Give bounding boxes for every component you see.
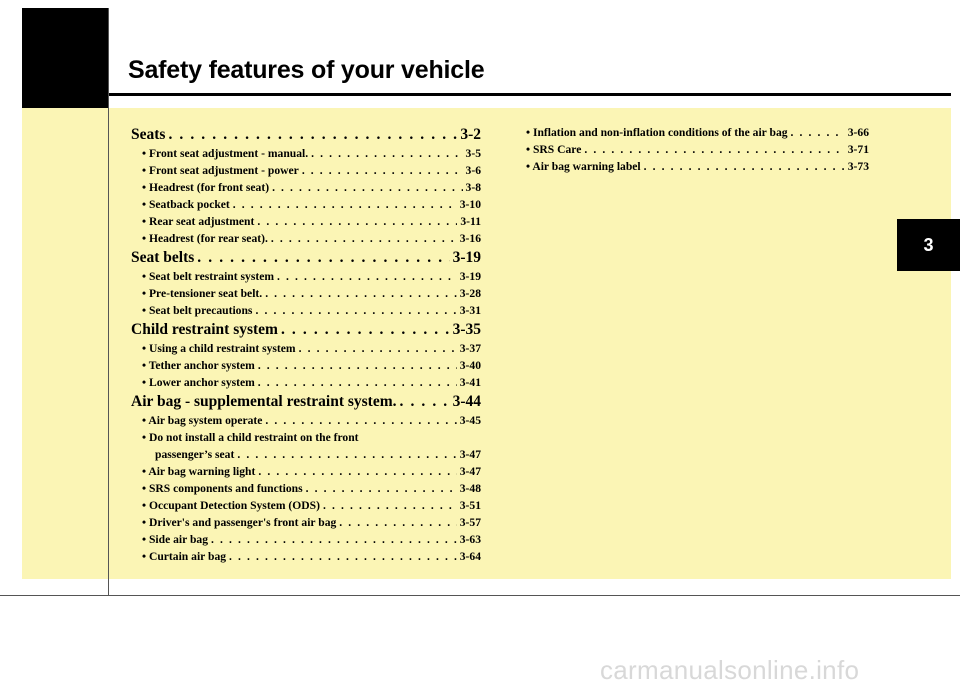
toc-leader-dots	[584, 141, 844, 158]
toc-label: • Using a child restraint system	[142, 342, 296, 355]
toc-entry[interactable]	[526, 124, 869, 141]
toc-entry[interactable]	[131, 497, 481, 514]
toc-entry[interactable]	[131, 412, 481, 429]
toc-label: • Front seat adjustment - power	[142, 164, 299, 177]
toc-page-number: 3-44	[452, 393, 481, 410]
toc-page-number: 3-73	[847, 160, 869, 173]
toc-page-number: 3-48	[459, 482, 481, 495]
bottom-rule	[0, 595, 960, 596]
toc-leader-dots	[211, 531, 457, 548]
toc-label: Child restraint system	[131, 321, 278, 338]
toc-leader-dots	[265, 285, 457, 302]
page-title: Safety features of your vehicle	[128, 56, 485, 84]
toc-label: • Seat belt restraint system	[142, 270, 274, 283]
toc-leader-dots	[257, 213, 457, 230]
toc-entry[interactable]	[131, 480, 481, 497]
toc-entry[interactable]	[131, 531, 481, 548]
toc-entry[interactable]	[131, 302, 481, 319]
toc-leader-dots	[311, 145, 462, 162]
toc-label: • Inflation and non-inflation conditions of the air bag	[526, 126, 788, 139]
toc-entry[interactable]	[131, 429, 481, 446]
toc-entry[interactable]	[526, 141, 869, 158]
toc-page-number: 3-47	[459, 448, 481, 461]
toc-page-number: 3-10	[459, 198, 481, 211]
toc-page-number: 3-5	[465, 147, 481, 160]
toc-leader-dots	[644, 158, 845, 175]
toc-page-number: 3-37	[459, 342, 481, 355]
toc-label: • Lower anchor system	[142, 376, 255, 389]
toc-page-number: 3-6	[465, 164, 481, 177]
toc-leader-dots	[400, 391, 450, 412]
toc-page-number: 3-45	[459, 414, 481, 427]
toc-page-number: 3-2	[460, 126, 481, 143]
toc-page-number: 3-19	[452, 249, 481, 266]
toc-entry[interactable]	[526, 158, 869, 175]
toc-leader-dots	[271, 230, 457, 247]
toc-entry[interactable]	[131, 268, 481, 285]
toc-label: • Pre-tensioner seat belt.	[142, 287, 263, 300]
toc-entry[interactable]	[131, 285, 481, 302]
toc-leader-dots	[258, 374, 457, 391]
toc-leader-dots	[168, 124, 457, 145]
toc-label: • SRS Care	[526, 143, 582, 156]
toc-leader-dots	[233, 196, 457, 213]
toc-page-number: 3-57	[459, 516, 481, 529]
toc-entry[interactable]	[131, 340, 481, 357]
toc-page-number: 3-63	[459, 533, 481, 546]
toc-leader-dots	[277, 268, 457, 285]
toc-leader-dots	[265, 412, 456, 429]
toc-entry[interactable]	[131, 179, 481, 196]
toc-leader-dots	[281, 319, 450, 340]
watermark: carmanualsonline.info	[600, 655, 860, 685]
toc-leader-dots	[255, 302, 456, 319]
toc-right-column	[526, 124, 869, 175]
toc-leader-dots	[237, 446, 456, 463]
toc-entry[interactable]	[131, 463, 481, 480]
toc-label: • Side air bag	[142, 533, 209, 546]
toc-leader-dots	[299, 340, 457, 357]
toc-label: • Occupant Detection System (ODS)	[142, 499, 320, 512]
toc-label: • Do not install a child restraint on the front	[142, 431, 359, 444]
toc-entry[interactable]	[131, 145, 481, 162]
toc-label: • Rear seat adjustment	[142, 215, 255, 228]
title-rule	[109, 93, 951, 96]
toc-entry[interactable]	[131, 213, 481, 230]
toc-entry[interactable]	[131, 374, 481, 391]
toc-page-number: 3-16	[459, 232, 481, 245]
toc-entry[interactable]	[131, 548, 481, 565]
toc-entry[interactable]	[131, 357, 481, 374]
toc-page-number: 3-66	[847, 126, 869, 139]
chapter-black-tab	[22, 8, 109, 108]
toc-leader-dots	[229, 548, 457, 565]
toc-label: Seat belts	[131, 249, 195, 266]
toc-entry[interactable]	[131, 514, 481, 531]
toc-page-number: 3-28	[459, 287, 481, 300]
toc-page-number: 3-11	[460, 215, 481, 228]
toc-leader-dots	[272, 179, 462, 196]
toc-page-number: 3-51	[459, 499, 481, 512]
toc-leader-dots	[791, 124, 845, 141]
toc-left-column	[131, 124, 481, 565]
toc-entry[interactable]	[131, 230, 481, 247]
toc-label: Seats	[131, 126, 166, 143]
toc-page-number: 3-31	[459, 304, 481, 317]
toc-label: • Driver's and passenger's front air bag	[142, 516, 337, 529]
toc-label: • SRS components and functions	[142, 482, 303, 495]
toc-page-number: 3-40	[459, 359, 481, 372]
toc-label: • Air bag warning label	[526, 160, 641, 173]
toc-leader-dots	[258, 463, 456, 480]
toc-label: • Seatback pocket	[142, 198, 230, 211]
margin-vertical-rule	[108, 8, 109, 596]
toc-label: passenger’s seat	[155, 448, 235, 461]
toc-entry[interactable]	[131, 162, 481, 179]
toc-label: Air bag - supplemental restraint system.	[131, 393, 397, 410]
toc-section[interactable]	[131, 319, 481, 340]
toc-leader-dots	[323, 497, 457, 514]
toc-label: • Front seat adjustment - manual.	[142, 147, 309, 160]
toc-leader-dots	[197, 247, 449, 268]
toc-label: • Headrest (for rear seat).	[142, 232, 268, 245]
toc-label: • Air bag system operate	[142, 414, 263, 427]
toc-label: • Air bag warning light	[142, 465, 256, 478]
toc-label: • Tether anchor system	[142, 359, 255, 372]
toc-label: • Headrest (for front seat)	[142, 181, 270, 194]
toc-label: • Curtain air bag	[142, 550, 227, 563]
toc-page-number: 3-8	[465, 181, 481, 194]
toc-leader-dots	[306, 480, 457, 497]
toc-label: • Seat belt precautions	[142, 304, 253, 317]
toc-leader-dots	[258, 357, 457, 374]
toc-section[interactable]	[131, 391, 481, 412]
toc-leader-dots	[302, 162, 463, 179]
toc-entry[interactable]	[131, 446, 481, 463]
toc-section[interactable]	[131, 247, 481, 268]
toc-page-number: 3-19	[459, 270, 481, 283]
toc-page-number: 3-47	[459, 465, 481, 478]
toc-page-number: 3-41	[459, 376, 481, 389]
toc-entry[interactable]	[131, 196, 481, 213]
chapter-number-tab[interactable]: 3	[897, 219, 960, 271]
toc-page-number: 3-35	[452, 321, 481, 338]
toc-page-number: 3-64	[459, 550, 481, 563]
toc-section[interactable]	[131, 124, 481, 145]
toc-page-number: 3-71	[847, 143, 869, 156]
toc-leader-dots	[339, 514, 456, 531]
